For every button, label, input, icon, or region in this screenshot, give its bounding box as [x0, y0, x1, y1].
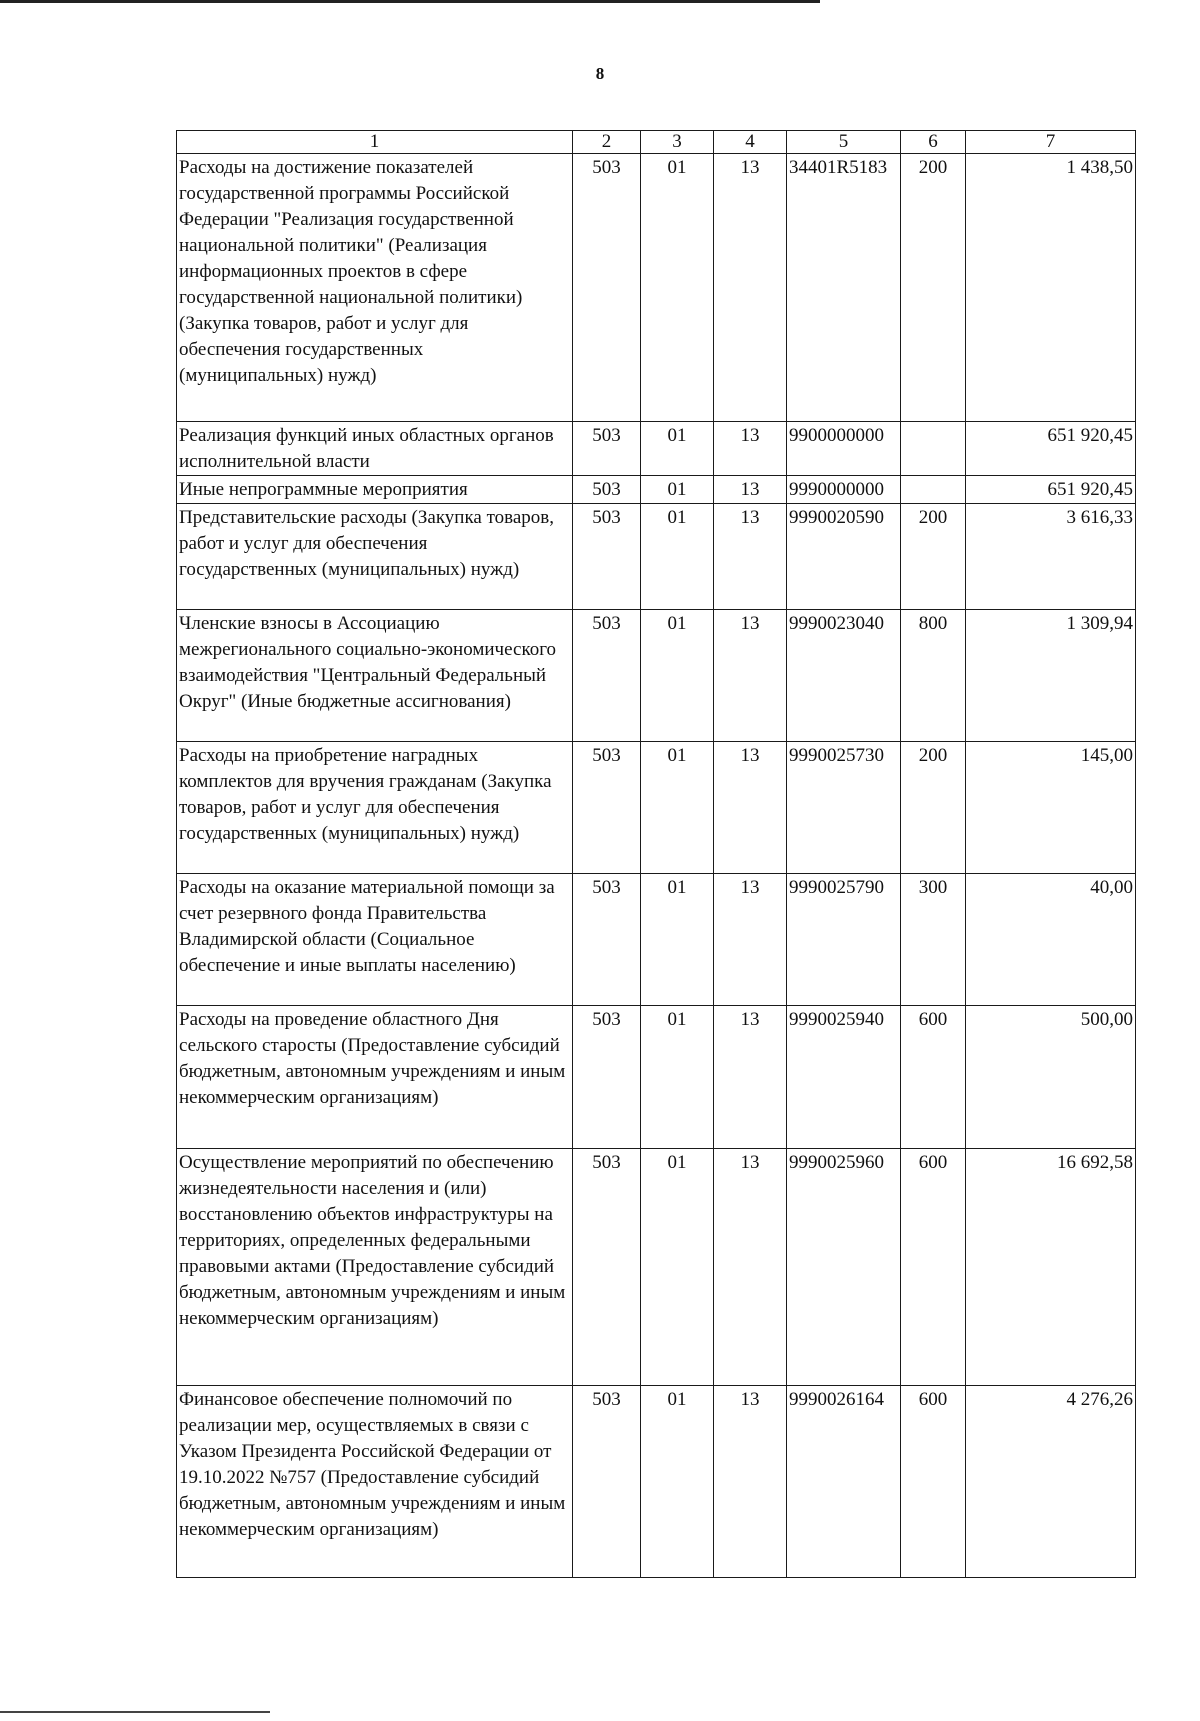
- subsection-code: 13: [714, 742, 787, 874]
- expense-name: Членские взносы в Ассоциацию межрегионального социально-экономического взаимодействия "Центральный Федеральный Округ" (Иные бюджетные ассигнования): [177, 610, 573, 742]
- subsection-code: 13: [714, 1386, 787, 1578]
- column-header: 6: [901, 131, 966, 154]
- expense-name: Иные непрограммные мероприятия: [177, 476, 573, 504]
- target-article-code: 9990023040: [787, 610, 901, 742]
- expense-name: Финансовое обеспечение полномочий по реализации мер, осуществляемых в связи с Указом Президента Российской Федерации от 19.10.2022 №757 (Предоставление субсидий бюджетным, автономным учреждениям и иным некоммерческим организациям): [177, 1386, 573, 1578]
- amount: 4 276,26: [966, 1386, 1136, 1578]
- subsection-code: 13: [714, 422, 787, 476]
- target-article-code: 9900000000: [787, 422, 901, 476]
- admin-code: 503: [573, 742, 641, 874]
- column-header: 1: [177, 131, 573, 154]
- section-code: 01: [641, 1149, 714, 1386]
- scan-border-line: [0, 0, 820, 3]
- table-row: [177, 1149, 1136, 1386]
- expense-name: Расходы на достижение показателей государственной программы Российской Федерации "Реализация государственной национальной политики" (Реализация информационных проектов в сфере государственной национальной политики) (Закупка товаров, работ и услуг для обеспечения государственных (муниципальных) нужд): [177, 154, 573, 422]
- subsection-code: 13: [714, 154, 787, 422]
- section-code: 01: [641, 1386, 714, 1578]
- subsection-code: 13: [714, 610, 787, 742]
- section-code: 01: [641, 422, 714, 476]
- amount: 651 920,45: [966, 422, 1136, 476]
- amount: 16 692,58: [966, 1149, 1136, 1386]
- column-header: 5: [787, 131, 901, 154]
- table-row: [177, 874, 1136, 1006]
- header-row: [177, 131, 1136, 154]
- admin-code: 503: [573, 1386, 641, 1578]
- section-code: 01: [641, 154, 714, 422]
- expense-name: Реализация функций иных областных органов исполнительной власти: [177, 422, 573, 476]
- admin-code: 503: [573, 422, 641, 476]
- table-row: [177, 504, 1136, 610]
- target-article-code: 9990025940: [787, 1006, 901, 1149]
- expense-type-code: 300: [901, 874, 966, 1006]
- amount: 40,00: [966, 874, 1136, 1006]
- subsection-code: 13: [714, 874, 787, 1006]
- scan-border-line: [0, 1711, 270, 1713]
- section-code: 01: [641, 1006, 714, 1149]
- target-article-code: 9990020590: [787, 504, 901, 610]
- table-row: [177, 742, 1136, 874]
- table-row: [177, 154, 1136, 422]
- column-header: 2: [573, 131, 641, 154]
- target-article-code: 9990025960: [787, 1149, 901, 1386]
- expense-type-code: 200: [901, 504, 966, 610]
- admin-code: 503: [573, 154, 641, 422]
- target-article-code: 9990026164: [787, 1386, 901, 1578]
- expense-type-code: 600: [901, 1386, 966, 1578]
- section-code: 01: [641, 610, 714, 742]
- expense-type-code: 600: [901, 1149, 966, 1386]
- table-row: [177, 476, 1136, 504]
- page-number: 8: [595, 64, 605, 83]
- section-code: 01: [641, 504, 714, 610]
- expense-type-code: 600: [901, 1006, 966, 1149]
- target-article-code: 9990025730: [787, 742, 901, 874]
- section-code: 01: [641, 476, 714, 504]
- amount: 1 309,94: [966, 610, 1136, 742]
- target-article-code: 34401R5183: [787, 154, 901, 422]
- admin-code: 503: [573, 476, 641, 504]
- amount: 3 616,33: [966, 504, 1136, 610]
- table-row: [177, 422, 1136, 476]
- table-row: [177, 1006, 1136, 1149]
- table-row: [177, 610, 1136, 742]
- amount: 145,00: [966, 742, 1136, 874]
- expense-type-code: [901, 476, 966, 504]
- section-code: 01: [641, 874, 714, 1006]
- expense-name: Расходы на проведение областного Дня сельского старосты (Предоставление субсидий бюджетным, автономным учреждениям и иным некоммерческим организациям): [177, 1006, 573, 1149]
- expense-name: Осуществление мероприятий по обеспечению жизнедеятельности населения и (или) восстановлению объектов инфраструктуры на территориях, определенных федеральными правовыми актами (Предоставление субсидий бюджетным, автономным учреждениям и иным некоммерческим организациям): [177, 1149, 573, 1386]
- admin-code: 503: [573, 610, 641, 742]
- column-header: 4: [714, 131, 787, 154]
- amount: 1 438,50: [966, 154, 1136, 422]
- column-header: 3: [641, 131, 714, 154]
- expense-type-code: 800: [901, 610, 966, 742]
- expense-name: Представительские расходы (Закупка товаров, работ и услуг для обеспечения государственных (муниципальных) нужд): [177, 504, 573, 610]
- table-row: [177, 1386, 1136, 1578]
- column-header: 7: [966, 131, 1136, 154]
- target-article-code: 9990000000: [787, 476, 901, 504]
- admin-code: 503: [573, 504, 641, 610]
- expense-name: Расходы на приобретение наградных комплектов для вручения гражданам (Закупка товаров, работ и услуг для обеспечения государственных (муниципальных) нужд): [177, 742, 573, 874]
- subsection-code: 13: [714, 504, 787, 610]
- admin-code: 503: [573, 1006, 641, 1149]
- section-code: 01: [641, 742, 714, 874]
- amount: 651 920,45: [966, 476, 1136, 504]
- expense-type-code: 200: [901, 154, 966, 422]
- subsection-code: 13: [714, 476, 787, 504]
- expense-name: Расходы на оказание материальной помощи за счет резервного фонда Правительства Владимирской области (Социальное обеспечение и иные выплаты населению): [177, 874, 573, 1006]
- admin-code: 503: [573, 874, 641, 1006]
- admin-code: 503: [573, 1149, 641, 1386]
- amount: 500,00: [966, 1006, 1136, 1149]
- budget-table: [176, 130, 1136, 1578]
- target-article-code: 9990025790: [787, 874, 901, 1006]
- expense-type-code: 200: [901, 742, 966, 874]
- subsection-code: 13: [714, 1149, 787, 1386]
- subsection-code: 13: [714, 1006, 787, 1149]
- expense-type-code: [901, 422, 966, 476]
